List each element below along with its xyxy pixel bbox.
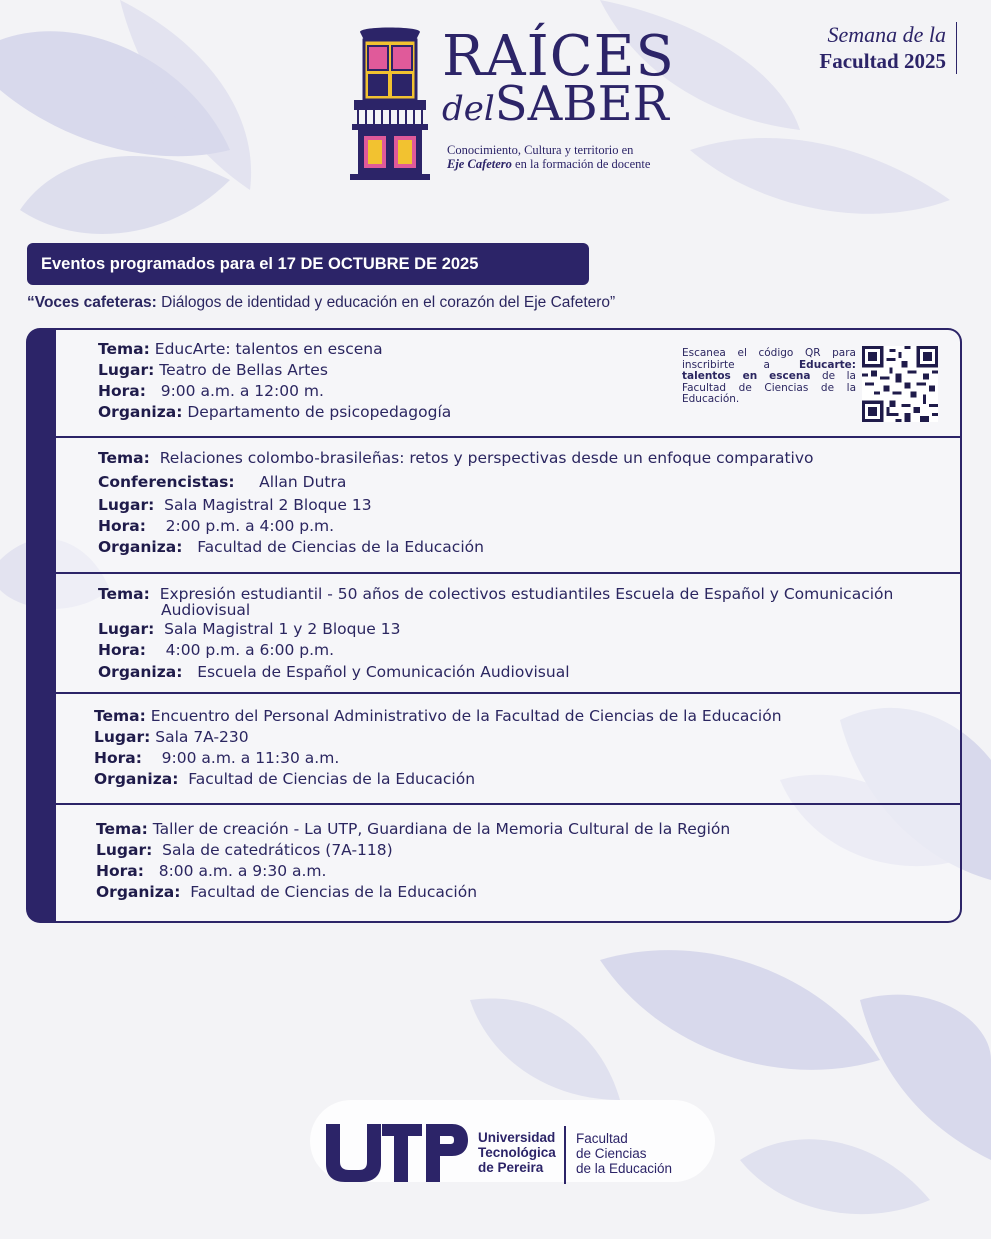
week-line2: Facultad 2025 xyxy=(819,49,946,73)
university-line1: Universidad xyxy=(478,1130,556,1145)
faculty-line3: de la Educación xyxy=(576,1161,673,1176)
events-schedule xyxy=(26,328,962,923)
week-line1: Semana de la xyxy=(827,22,946,47)
organiza-value: Facultad de Ciencias de la Educación xyxy=(197,538,484,556)
hora-label: Hora: xyxy=(98,517,146,535)
subtitle-rest: Diálogos de identidad y educación en el corazón del Eje Cafetero” xyxy=(156,294,616,311)
tema-label: Tema: xyxy=(94,707,146,725)
date-banner: Eventos programados para el 17 DE OCTUBRE DE 2025 xyxy=(27,243,589,285)
tagline-line1: Conocimiento, Cultura y territorio en xyxy=(447,143,634,157)
faculty-name xyxy=(576,1131,672,1176)
hora-value: 8:00 a.m. a 9:30 a.m. xyxy=(158,862,327,880)
conferencistas-value: Allan Dutra xyxy=(259,473,347,491)
tagline-emphasis: Eje Cafetero xyxy=(447,157,512,171)
lugar-label: Lugar: xyxy=(98,496,155,514)
organiza-label: Organiza: xyxy=(98,403,183,421)
balcony-house-illustration xyxy=(346,24,434,184)
hora-value: 4:00 p.m. a 6:00 p.m. xyxy=(165,641,335,659)
faculty-line1: Facultad xyxy=(576,1131,628,1146)
organiza-value: Departamento de psicopedagogía xyxy=(187,403,452,421)
hora-label: Hora: xyxy=(98,382,146,400)
lugar-value: Sala Magistral 2 Bloque 13 xyxy=(164,496,372,514)
brand-raices: RAÍCES xyxy=(442,24,675,89)
footer-divider xyxy=(564,1126,566,1184)
lugar-label: Lugar: xyxy=(94,728,151,746)
organiza-label: Organiza: xyxy=(96,883,181,901)
lugar-value: Sala 7A-230 xyxy=(155,728,249,746)
organiza-value: Facultad de Ciencias de la Educación xyxy=(190,883,478,901)
organiza-label: Organiza: xyxy=(98,663,183,681)
lugar-label: Lugar: xyxy=(98,361,155,379)
lugar-value: Sala de catedráticos (7A-118) xyxy=(162,841,393,859)
qr-text-post: de la Facultad de Ciencias de la Educación. xyxy=(682,370,856,405)
tema-value: Taller de creación - La UTP, Guardiana de la Memoria Cultural de la Región xyxy=(152,820,731,838)
subtitle-bold: “Voces cafeteras: xyxy=(27,294,157,311)
qr-text-pre: Escanea el código QR para inscribirte a xyxy=(682,347,856,371)
tema-label: Tema: xyxy=(96,820,148,838)
lugar-label: Lugar: xyxy=(98,620,155,638)
brand-saber: SABER xyxy=(494,76,669,132)
faculty-week-label xyxy=(819,22,957,74)
university-line3: de Pereira xyxy=(478,1160,544,1175)
tema-value: Encuentro del Personal Administrativo de la Facultad de Ciencias de la Educación xyxy=(150,707,782,725)
qr-text-bold: Educarte: talentos en escena xyxy=(682,358,856,382)
organiza-value: Facultad de Ciencias de la Educación xyxy=(188,770,476,788)
event-brand-title xyxy=(442,24,675,132)
conferencistas-label: Conferencistas: xyxy=(98,473,235,491)
faculty-line2: de Ciencias xyxy=(576,1146,647,1161)
hora-value: 2:00 p.m. a 4:00 p.m. xyxy=(165,517,335,535)
tema-label: Tema: xyxy=(98,449,150,467)
organiza-value: Escuela de Español y Comunicación Audiovisual xyxy=(197,663,570,681)
qr-instructions xyxy=(682,348,856,406)
qr-code[interactable] xyxy=(862,346,938,422)
tagline-rest: en la formación de docente xyxy=(511,157,651,171)
lugar-value: Sala Magistral 1 y 2 Bloque 13 xyxy=(164,620,401,638)
university-name xyxy=(478,1130,556,1175)
event-card xyxy=(56,330,960,436)
tema-value: Relaciones colombo-brasileñas: retos y perspectivas desde un enfoque comparativo xyxy=(159,449,814,467)
lugar-value: Teatro de Bellas Artes xyxy=(159,361,328,379)
organiza-label: Organiza: xyxy=(98,538,183,556)
brand-tagline xyxy=(447,143,677,171)
lugar-label: Lugar: xyxy=(96,841,153,859)
organiza-label: Organiza: xyxy=(94,770,179,788)
university-line2: Tecnológica xyxy=(478,1145,556,1160)
tema-value: EducArte: talentos en escena xyxy=(154,340,383,358)
hora-value: 9:00 a.m. a 11:30 a.m. xyxy=(161,749,340,767)
event-card xyxy=(56,436,960,572)
tema-value: Expresión estudiantil - 50 años de colectivos estudiantiles Escuela de Español y Comunicación xyxy=(159,585,894,603)
utp-logo-mark xyxy=(322,1122,470,1184)
event-card xyxy=(56,572,960,692)
hora-label: Hora: xyxy=(94,749,142,767)
tema-value-line2: Audiovisual xyxy=(161,601,251,619)
hora-label: Hora: xyxy=(98,641,146,659)
tema-label: Tema: xyxy=(98,340,150,358)
hora-value: 9:00 a.m. a 12:00 m. xyxy=(160,382,324,400)
tema-label: Tema: xyxy=(98,585,150,603)
hora-label: Hora: xyxy=(96,862,144,880)
theme-subtitle xyxy=(27,294,615,312)
brand-del: del xyxy=(442,89,495,129)
event-card xyxy=(56,803,960,923)
event-card xyxy=(56,692,960,803)
